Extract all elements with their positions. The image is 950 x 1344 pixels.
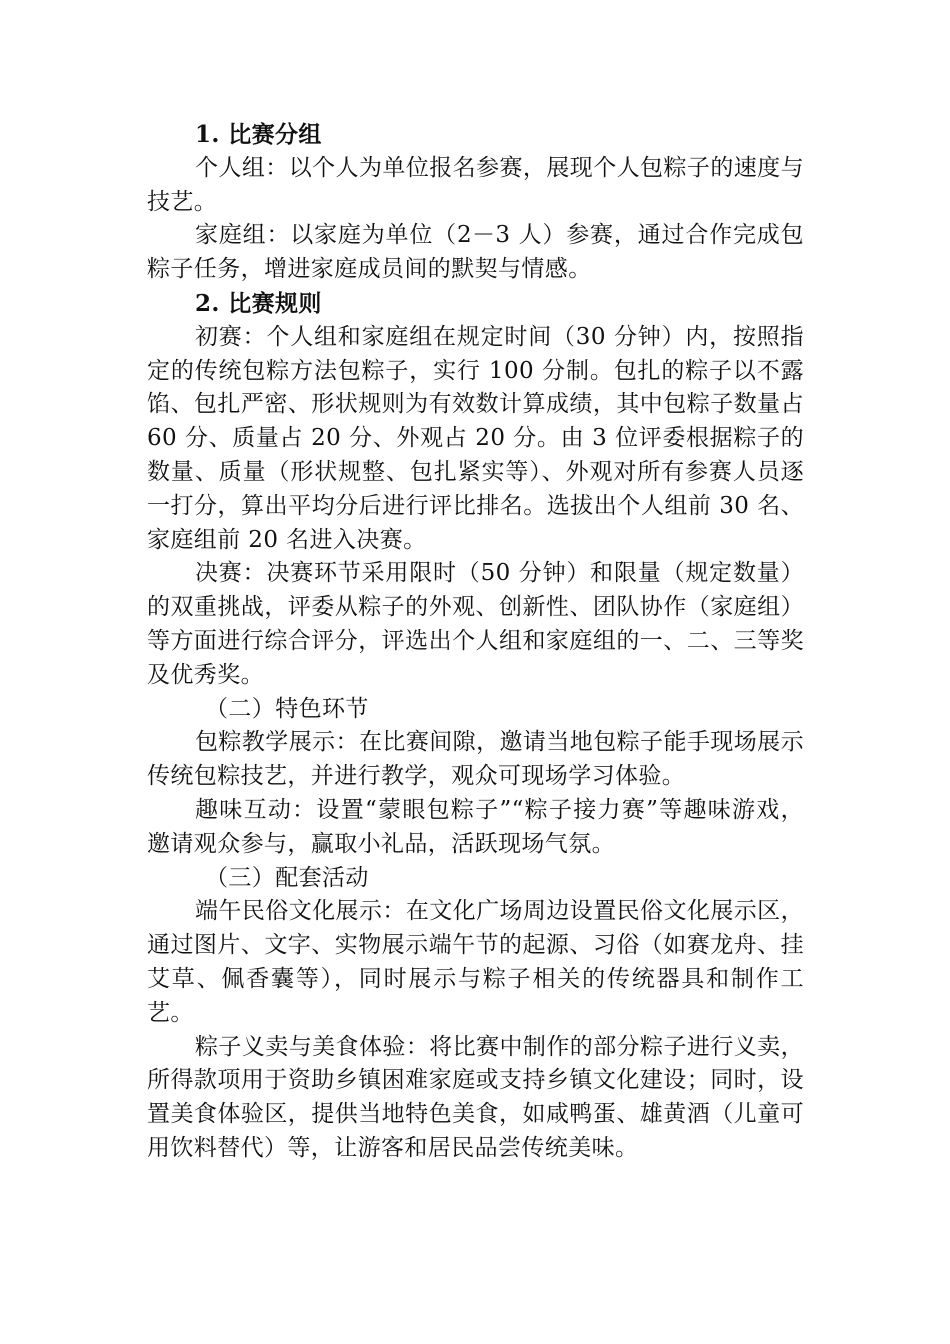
subheading-supporting-activities: （三）配套活动	[205, 864, 369, 891]
paragraph-individual-group: 个人组：以个人为单位报名参赛，展现个人包粽子的速度与技艺。	[147, 154, 804, 215]
paragraph-teaching-demo: 包粽教学展示：在比赛间隙，邀请当地包粽子能手现场展示传统包粽技艺，并进行教学，观众可现场学习体验。	[147, 729, 804, 790]
paragraph-fun-interaction: 趣味互动：设置“蒙眼包粽子”“粽子接力赛”等趣味游戏，邀请观众参与，赢取小礼品，活跃现场气氛。	[147, 796, 804, 857]
subheading-featured-segments: （二）特色环节	[205, 695, 369, 722]
document-page	[147, 118, 804, 1166]
paragraph-charity-sale: 粽子义卖与美食体验：将比赛中制作的部分粽子进行义卖，所得款项用于资助乡镇困难家庭或支持乡镇文化建设；同时，设置美食体验区，提供当地特色美食，如咸鸭蛋、雄黄酒（儿童可用饮料替代）等，让游客和居民品尝传统美味。	[147, 1033, 804, 1161]
paragraph-family-group: 家庭组：以家庭为单位（2－3 人）参赛，通过合作完成包粽子任务，增进家庭成员间的默契与情感。	[147, 222, 804, 283]
section-heading-groups: 1. 比赛分组	[195, 121, 322, 148]
paragraph-folk-culture: 端午民俗文化展示：在文化广场周边设置民俗文化展示区，通过图片、文字、实物展示端午节的起源、习俗（如赛龙舟、挂艾草、佩香囊等），同时展示与粽子相关的传统器具和制作工艺。	[147, 898, 804, 1026]
paragraph-final: 决赛：决赛环节采用限时（50 分钟）和限量（规定数量）的双重挑战，评委从粽子的外观、创新性、团队协作（家庭组）等方面进行综合评分，评选出个人组和家庭组的一、二、三等奖及优秀奖。	[147, 560, 804, 688]
paragraph-preliminary: 初赛：个人组和家庭组在规定时间（30 分钟）内，按照指定的传统包粽方法包粽子，实行 100 分制。包扎的粽子以不露馅、包扎严密、形状规则为有效数计算成绩，其中包粽子数量占 60 分、质量占 20 分、外观占 20 分。由 3 位评委根据粽子的数量、质量（形状规整、包扎紧实等）、外观对所有参赛人员逐一打分，算出平均分后进行评比排名。选拔出个人组前 30 名、家庭组前 20 名进入决赛。	[147, 323, 804, 553]
section-heading-rules: 2. 比赛规则	[195, 289, 322, 317]
